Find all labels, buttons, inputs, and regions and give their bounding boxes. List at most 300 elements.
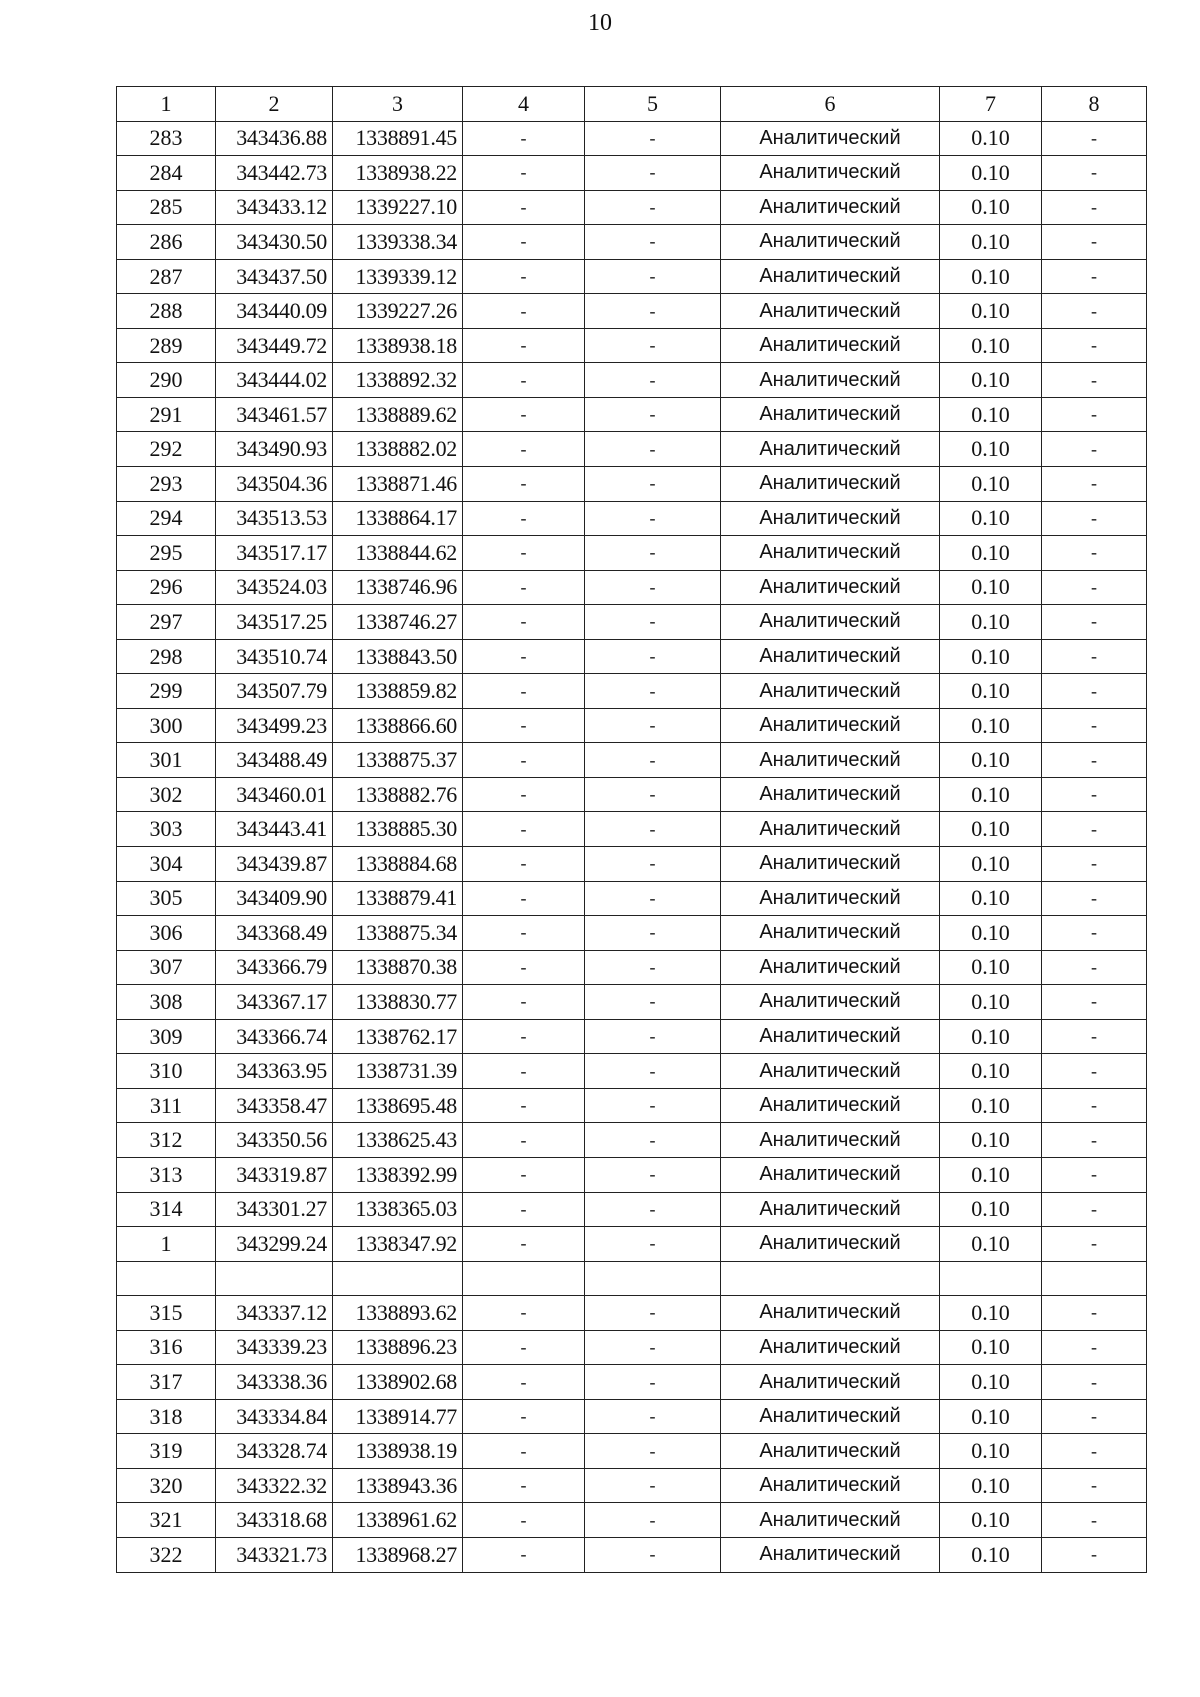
table-row: [117, 328, 1147, 363]
point-number-cell: 313: [117, 1157, 216, 1192]
accuracy-cell: 0.10: [940, 363, 1042, 398]
column-4-cell: -: [463, 1296, 585, 1331]
x-coordinate-cell: 343490.93: [216, 432, 333, 467]
point-number-cell: 290: [117, 363, 216, 398]
point-number-cell: 294: [117, 501, 216, 536]
x-coordinate-cell: 343322.32: [216, 1468, 333, 1503]
column-5-cell: -: [585, 1054, 721, 1089]
column-8-cell: -: [1042, 1468, 1147, 1503]
method-cell: Аналитический: [721, 294, 940, 329]
accuracy-cell: 0.10: [940, 501, 1042, 536]
column-8-cell: -: [1042, 190, 1147, 225]
table-row: [117, 985, 1147, 1020]
column-header: 7: [940, 87, 1042, 122]
column-8-cell: -: [1042, 1296, 1147, 1331]
column-5-cell: -: [585, 743, 721, 778]
column-5-cell: -: [585, 950, 721, 985]
table-row: [117, 1019, 1147, 1054]
table-row: [117, 1227, 1147, 1262]
x-coordinate-cell: 343339.23: [216, 1330, 333, 1365]
column-8-cell: -: [1042, 363, 1147, 398]
column-4-cell: -: [463, 156, 585, 191]
accuracy-cell: 0.10: [940, 708, 1042, 743]
column-5-cell: -: [585, 190, 721, 225]
method-cell: Аналитический: [721, 225, 940, 260]
column-4-cell: -: [463, 1157, 585, 1192]
accuracy-cell: 0.10: [940, 1296, 1042, 1331]
point-number-cell: 307: [117, 950, 216, 985]
method-cell: Аналитический: [721, 1123, 940, 1158]
method-cell: Аналитический: [721, 1088, 940, 1123]
column-8-cell: -: [1042, 432, 1147, 467]
point-number-cell: 314: [117, 1192, 216, 1227]
y-coordinate-cell: 1338892.32: [333, 363, 463, 398]
x-coordinate-cell: 343337.12: [216, 1296, 333, 1331]
column-8-cell: -: [1042, 743, 1147, 778]
column-5-cell: -: [585, 259, 721, 294]
column-4-cell: -: [463, 708, 585, 743]
point-number-cell: 316: [117, 1330, 216, 1365]
point-number-cell: 288: [117, 294, 216, 329]
y-coordinate-cell: 1338746.27: [333, 605, 463, 640]
accuracy-cell: 0.10: [940, 1537, 1042, 1572]
column-4-cell: -: [463, 1227, 585, 1262]
point-number-cell: 319: [117, 1434, 216, 1469]
y-coordinate-cell: 1338889.62: [333, 397, 463, 432]
column-5-cell: -: [585, 397, 721, 432]
column-4-cell: -: [463, 639, 585, 674]
y-coordinate-cell: 1338879.41: [333, 881, 463, 916]
method-cell: Аналитический: [721, 259, 940, 294]
column-5-cell: -: [585, 985, 721, 1020]
accuracy-cell: 0.10: [940, 1088, 1042, 1123]
x-coordinate-cell: 343507.79: [216, 674, 333, 709]
accuracy-cell: 0.10: [940, 950, 1042, 985]
point-number-cell: 298: [117, 639, 216, 674]
column-4-cell: -: [463, 1088, 585, 1123]
y-coordinate-cell: 1338392.99: [333, 1157, 463, 1192]
column-5-cell: -: [585, 812, 721, 847]
column-8-cell: -: [1042, 985, 1147, 1020]
column-8-cell: -: [1042, 1503, 1147, 1538]
y-coordinate-cell: 1338731.39: [333, 1054, 463, 1089]
table-row: [117, 570, 1147, 605]
accuracy-cell: 0.10: [940, 328, 1042, 363]
method-cell: Аналитический: [721, 328, 940, 363]
column-4-cell: -: [463, 916, 585, 951]
column-5-cell: -: [585, 1365, 721, 1400]
accuracy-cell: 0.10: [940, 777, 1042, 812]
x-coordinate-cell: 343430.50: [216, 225, 333, 260]
method-cell: Аналитический: [721, 467, 940, 502]
y-coordinate-cell: 1338830.77: [333, 985, 463, 1020]
column-4-cell: -: [463, 1019, 585, 1054]
table-row: [117, 1192, 1147, 1227]
point-number-cell: 289: [117, 328, 216, 363]
point-number-cell: 317: [117, 1365, 216, 1400]
point-number-cell: 300: [117, 708, 216, 743]
column-4-cell: -: [463, 1503, 585, 1538]
column-4-cell: -: [463, 467, 585, 502]
table-row: [117, 1365, 1147, 1400]
accuracy-cell: 0.10: [940, 156, 1042, 191]
table-row: [117, 1123, 1147, 1158]
column-8-cell: -: [1042, 294, 1147, 329]
table-row: [117, 916, 1147, 951]
method-cell: Аналитический: [721, 881, 940, 916]
y-coordinate-cell: 1338884.68: [333, 847, 463, 882]
column-8-cell: -: [1042, 639, 1147, 674]
column-5-cell: -: [585, 467, 721, 502]
y-coordinate-cell: 1338695.48: [333, 1088, 463, 1123]
column-5-cell: -: [585, 328, 721, 363]
y-coordinate-cell: 1338914.77: [333, 1399, 463, 1434]
y-coordinate-cell: 1338882.76: [333, 777, 463, 812]
table-row: [117, 1330, 1147, 1365]
point-number-cell: 322: [117, 1537, 216, 1572]
accuracy-cell: 0.10: [940, 812, 1042, 847]
method-cell: Аналитический: [721, 812, 940, 847]
accuracy-cell: 0.10: [940, 259, 1042, 294]
accuracy-cell: 0.10: [940, 190, 1042, 225]
column-8-cell: -: [1042, 259, 1147, 294]
column-8-cell: -: [1042, 121, 1147, 156]
accuracy-cell: 0.10: [940, 397, 1042, 432]
method-cell: Аналитический: [721, 1192, 940, 1227]
column-8-cell: -: [1042, 881, 1147, 916]
method-cell: Аналитический: [721, 570, 940, 605]
column-4-cell: -: [463, 1192, 585, 1227]
y-coordinate-cell: 1338902.68: [333, 1365, 463, 1400]
column-header: 3: [333, 87, 463, 122]
table-row: [117, 812, 1147, 847]
accuracy-cell: 0.10: [940, 1227, 1042, 1262]
column-4-cell: -: [463, 847, 585, 882]
x-coordinate-cell: 343449.72: [216, 328, 333, 363]
y-coordinate-cell: 1338961.62: [333, 1503, 463, 1538]
table-row: [117, 743, 1147, 778]
y-coordinate-cell: 1338938.22: [333, 156, 463, 191]
x-coordinate-cell: 343334.84: [216, 1399, 333, 1434]
y-coordinate-cell: 1338870.38: [333, 950, 463, 985]
table-row: [117, 1503, 1147, 1538]
x-coordinate-cell: 343367.17: [216, 985, 333, 1020]
column-8-cell: -: [1042, 1399, 1147, 1434]
point-number-cell: 295: [117, 536, 216, 571]
column-4-cell: -: [463, 1365, 585, 1400]
accuracy-cell: 0.10: [940, 1399, 1042, 1434]
x-coordinate-cell: 343299.24: [216, 1227, 333, 1262]
point-number-cell: 304: [117, 847, 216, 882]
accuracy-cell: 0.10: [940, 1503, 1042, 1538]
table-row: [117, 225, 1147, 260]
column-4-cell: -: [463, 1434, 585, 1469]
accuracy-cell: 0.10: [940, 570, 1042, 605]
x-coordinate-cell: 343513.53: [216, 501, 333, 536]
table-row: [117, 639, 1147, 674]
column-5-cell: -: [585, 536, 721, 571]
y-coordinate-cell: 1338859.82: [333, 674, 463, 709]
column-8-cell: -: [1042, 674, 1147, 709]
method-cell: Аналитический: [721, 536, 940, 571]
x-coordinate-cell: 343366.79: [216, 950, 333, 985]
accuracy-cell: 0.10: [940, 432, 1042, 467]
table-row: [117, 467, 1147, 502]
x-coordinate-cell: 343488.49: [216, 743, 333, 778]
x-coordinate-cell: 343358.47: [216, 1088, 333, 1123]
method-cell: Аналитический: [721, 501, 940, 536]
column-4-cell: -: [463, 363, 585, 398]
table-row: [117, 777, 1147, 812]
page-number: 10: [588, 10, 612, 36]
point-number-cell: 309: [117, 1019, 216, 1054]
y-coordinate-cell: 1338896.23: [333, 1330, 463, 1365]
column-8-cell: -: [1042, 328, 1147, 363]
accuracy-cell: 0.10: [940, 536, 1042, 571]
column-4-cell: -: [463, 570, 585, 605]
method-cell: Аналитический: [721, 432, 940, 467]
column-5-cell: -: [585, 1123, 721, 1158]
column-4-cell: -: [463, 743, 585, 778]
column-5-cell: -: [585, 674, 721, 709]
column-5-cell: -: [585, 1296, 721, 1331]
column-8-cell: -: [1042, 950, 1147, 985]
point-number-cell: 299: [117, 674, 216, 709]
table-body: [117, 121, 1147, 1572]
x-coordinate-cell: 343510.74: [216, 639, 333, 674]
column-4-cell: -: [463, 812, 585, 847]
column-5-cell: -: [585, 777, 721, 812]
column-8-cell: -: [1042, 1054, 1147, 1089]
y-coordinate-cell: 1338938.18: [333, 328, 463, 363]
method-cell: Аналитический: [721, 121, 940, 156]
y-coordinate-cell: 1339227.26: [333, 294, 463, 329]
x-coordinate-cell: 343461.57: [216, 397, 333, 432]
column-4-cell: -: [463, 1123, 585, 1158]
column-header: 5: [585, 87, 721, 122]
method-cell: Аналитический: [721, 397, 940, 432]
x-coordinate-cell: 343444.02: [216, 363, 333, 398]
column-5-cell: -: [585, 1503, 721, 1538]
column-4-cell: -: [463, 950, 585, 985]
y-coordinate-cell: 1338938.19: [333, 1434, 463, 1469]
header-row: [117, 87, 1147, 122]
table-row: [117, 1537, 1147, 1572]
table-row: [117, 363, 1147, 398]
column-8-cell: -: [1042, 916, 1147, 951]
method-cell: Аналитический: [721, 1503, 940, 1538]
column-4-cell: -: [463, 605, 585, 640]
accuracy-cell: 0.10: [940, 985, 1042, 1020]
column-5-cell: -: [585, 916, 721, 951]
method-cell: Аналитический: [721, 605, 940, 640]
method-cell: Аналитический: [721, 1019, 940, 1054]
x-coordinate-cell: 343440.09: [216, 294, 333, 329]
method-cell: Аналитический: [721, 1434, 940, 1469]
x-coordinate-cell: 343328.74: [216, 1434, 333, 1469]
column-8-cell: -: [1042, 777, 1147, 812]
method-cell: Аналитический: [721, 1157, 940, 1192]
column-4-cell: -: [463, 985, 585, 1020]
x-coordinate-cell: 343338.36: [216, 1365, 333, 1400]
table-row: [117, 881, 1147, 916]
y-coordinate-cell: [333, 1261, 463, 1296]
method-cell: Аналитический: [721, 847, 940, 882]
column-4-cell: -: [463, 1054, 585, 1089]
point-number-cell: 308: [117, 985, 216, 1020]
column-5-cell: -: [585, 708, 721, 743]
x-coordinate-cell: 343301.27: [216, 1192, 333, 1227]
x-coordinate-cell: 343366.74: [216, 1019, 333, 1054]
y-coordinate-cell: 1338885.30: [333, 812, 463, 847]
table-row: [117, 674, 1147, 709]
point-number-cell: 302: [117, 777, 216, 812]
accuracy-cell: 0.10: [940, 1157, 1042, 1192]
y-coordinate-cell: 1338882.02: [333, 432, 463, 467]
point-number-cell: 285: [117, 190, 216, 225]
column-4-cell: -: [463, 1330, 585, 1365]
y-coordinate-cell: 1338843.50: [333, 639, 463, 674]
method-cell: Аналитический: [721, 1468, 940, 1503]
point-number-cell: 311: [117, 1088, 216, 1123]
column-5-cell: -: [585, 156, 721, 191]
column-5-cell: -: [585, 1088, 721, 1123]
y-coordinate-cell: 1338365.03: [333, 1192, 463, 1227]
x-coordinate-cell: 343517.25: [216, 605, 333, 640]
table-row: [117, 432, 1147, 467]
table-row: [117, 1088, 1147, 1123]
column-5-cell: -: [585, 294, 721, 329]
column-4-cell: -: [463, 1468, 585, 1503]
accuracy-cell: 0.10: [940, 1054, 1042, 1089]
column-8-cell: -: [1042, 1192, 1147, 1227]
y-coordinate-cell: 1339227.10: [333, 190, 463, 225]
column-8-cell: -: [1042, 1088, 1147, 1123]
column-4-cell: -: [463, 294, 585, 329]
table-row: [117, 1468, 1147, 1503]
column-8-cell: -: [1042, 1157, 1147, 1192]
x-coordinate-cell: 343524.03: [216, 570, 333, 605]
accuracy-cell: 0.10: [940, 605, 1042, 640]
column-4-cell: -: [463, 397, 585, 432]
point-number-cell: 291: [117, 397, 216, 432]
accuracy-cell: 0.10: [940, 1192, 1042, 1227]
y-coordinate-cell: 1338347.92: [333, 1227, 463, 1262]
method-cell: Аналитический: [721, 950, 940, 985]
column-5-cell: -: [585, 432, 721, 467]
point-number-cell: 284: [117, 156, 216, 191]
y-coordinate-cell: 1338762.17: [333, 1019, 463, 1054]
y-coordinate-cell: 1338968.27: [333, 1537, 463, 1572]
point-number-cell: 297: [117, 605, 216, 640]
method-cell: Аналитический: [721, 639, 940, 674]
x-coordinate-cell: 343368.49: [216, 916, 333, 951]
x-coordinate-cell: 343321.73: [216, 1537, 333, 1572]
column-5-cell: -: [585, 225, 721, 260]
method-cell: Аналитический: [721, 777, 940, 812]
accuracy-cell: [940, 1261, 1042, 1296]
column-8-cell: -: [1042, 605, 1147, 640]
accuracy-cell: 0.10: [940, 121, 1042, 156]
column-8-cell: -: [1042, 467, 1147, 502]
column-8-cell: -: [1042, 536, 1147, 571]
method-cell: Аналитический: [721, 916, 940, 951]
accuracy-cell: 0.10: [940, 1468, 1042, 1503]
y-coordinate-cell: 1338625.43: [333, 1123, 463, 1158]
column-5-cell: -: [585, 1227, 721, 1262]
point-number-cell: 1: [117, 1227, 216, 1262]
column-header: 4: [463, 87, 585, 122]
column-4-cell: -: [463, 674, 585, 709]
column-5-cell: -: [585, 1157, 721, 1192]
x-coordinate-cell: 343363.95: [216, 1054, 333, 1089]
accuracy-cell: 0.10: [940, 916, 1042, 951]
column-8-cell: -: [1042, 1330, 1147, 1365]
accuracy-cell: 0.10: [940, 225, 1042, 260]
table-row: [117, 1054, 1147, 1089]
table-row: [117, 1296, 1147, 1331]
table-row: [117, 397, 1147, 432]
accuracy-cell: 0.10: [940, 1019, 1042, 1054]
column-5-cell: -: [585, 1019, 721, 1054]
point-number-cell: 321: [117, 1503, 216, 1538]
point-number-cell: 283: [117, 121, 216, 156]
accuracy-cell: 0.10: [940, 639, 1042, 674]
column-4-cell: [463, 1261, 585, 1296]
column-5-cell: -: [585, 639, 721, 674]
column-5-cell: -: [585, 1330, 721, 1365]
column-4-cell: -: [463, 1399, 585, 1434]
y-coordinate-cell: 1338875.37: [333, 743, 463, 778]
table-row: [117, 1157, 1147, 1192]
x-coordinate-cell: 343350.56: [216, 1123, 333, 1158]
x-coordinate-cell: 343437.50: [216, 259, 333, 294]
point-number-cell: 305: [117, 881, 216, 916]
accuracy-cell: 0.10: [940, 674, 1042, 709]
column-4-cell: -: [463, 190, 585, 225]
y-coordinate-cell: 1338943.36: [333, 1468, 463, 1503]
method-cell: Аналитический: [721, 156, 940, 191]
point-number-cell: 296: [117, 570, 216, 605]
accuracy-cell: 0.10: [940, 1434, 1042, 1469]
x-coordinate-cell: [216, 1261, 333, 1296]
column-8-cell: -: [1042, 1537, 1147, 1572]
accuracy-cell: 0.10: [940, 743, 1042, 778]
column-4-cell: -: [463, 225, 585, 260]
column-header: 8: [1042, 87, 1147, 122]
accuracy-cell: 0.10: [940, 1330, 1042, 1365]
column-8-cell: -: [1042, 1019, 1147, 1054]
column-4-cell: -: [463, 777, 585, 812]
column-5-cell: -: [585, 847, 721, 882]
point-number-cell: 303: [117, 812, 216, 847]
column-8-cell: -: [1042, 156, 1147, 191]
column-5-cell: -: [585, 121, 721, 156]
column-4-cell: -: [463, 259, 585, 294]
y-coordinate-cell: 1339338.34: [333, 225, 463, 260]
x-coordinate-cell: 343433.12: [216, 190, 333, 225]
column-5-cell: -: [585, 1434, 721, 1469]
column-5-cell: -: [585, 363, 721, 398]
method-cell: Аналитический: [721, 190, 940, 225]
method-cell: Аналитический: [721, 985, 940, 1020]
coordinates-table: [116, 86, 1147, 1573]
method-cell: Аналитический: [721, 1296, 940, 1331]
table-row: [117, 536, 1147, 571]
column-8-cell: -: [1042, 1123, 1147, 1158]
column-4-cell: -: [463, 1537, 585, 1572]
x-coordinate-cell: 343409.90: [216, 881, 333, 916]
